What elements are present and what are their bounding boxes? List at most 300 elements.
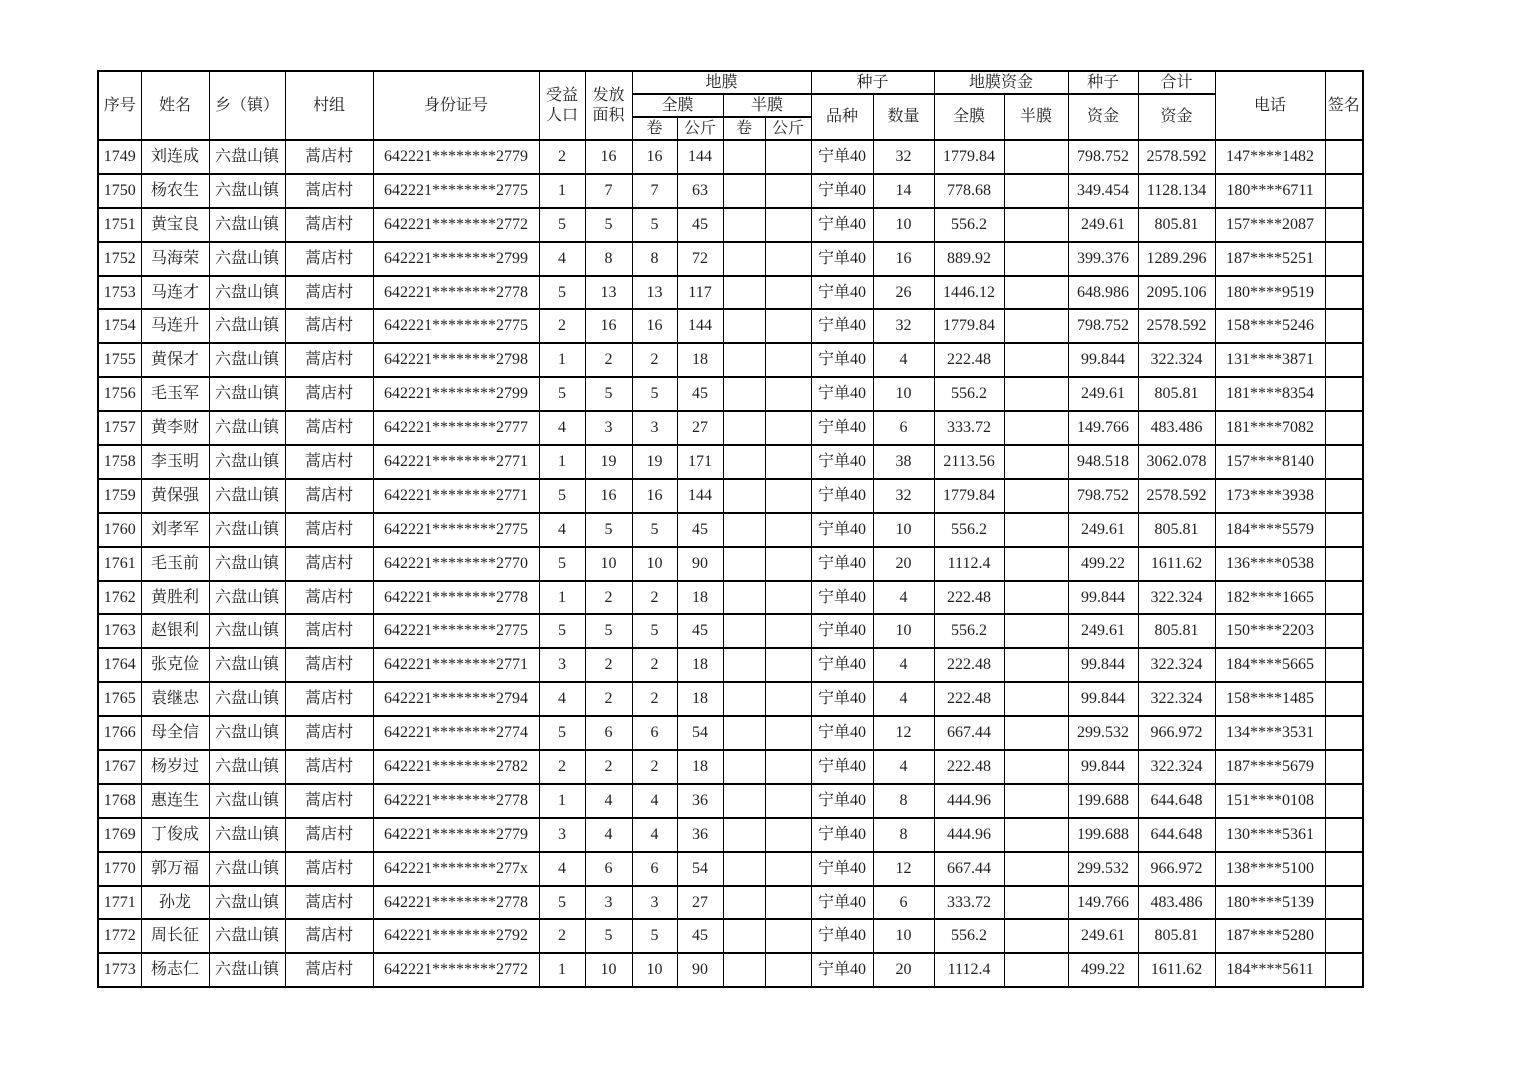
cell-seed-variety: 宁单40 bbox=[811, 682, 873, 716]
cell-half-film-fund bbox=[1004, 242, 1068, 276]
cell-full-film-fund: 556.2 bbox=[934, 614, 1004, 648]
cell-id-number: 642221********2792 bbox=[373, 919, 539, 953]
cell-full-film-kg: 45 bbox=[677, 919, 723, 953]
cell-beneficiaries: 1 bbox=[539, 581, 585, 615]
cell-seed-variety: 宁单40 bbox=[811, 479, 873, 513]
cell-township: 六盘山镇 bbox=[209, 852, 285, 886]
cell-beneficiaries: 1 bbox=[539, 953, 585, 987]
cell-serial: 1759 bbox=[98, 479, 141, 513]
cell-seed-fund: 249.61 bbox=[1068, 377, 1138, 411]
cell-full-film-kg: 171 bbox=[677, 445, 723, 479]
subsidy-distribution-table bbox=[97, 70, 1364, 988]
cell-name: 马连才 bbox=[141, 276, 209, 310]
cell-issued-area: 16 bbox=[585, 479, 632, 513]
cell-full-film-kg: 45 bbox=[677, 377, 723, 411]
cell-signature bbox=[1325, 784, 1363, 818]
cell-issued-area: 6 bbox=[585, 716, 632, 750]
cell-full-film-roll: 2 bbox=[632, 343, 677, 377]
cell-full-film-roll: 2 bbox=[632, 682, 677, 716]
table-row bbox=[98, 750, 1363, 784]
cell-half-film-roll bbox=[723, 242, 765, 276]
cell-total-fund: 322.324 bbox=[1138, 343, 1215, 377]
cell-half-film-kg bbox=[765, 852, 811, 886]
header-film-fund-full: 全膜 bbox=[934, 94, 1004, 140]
cell-half-film-roll bbox=[723, 377, 765, 411]
cell-serial: 1769 bbox=[98, 818, 141, 852]
cell-beneficiaries: 5 bbox=[539, 276, 585, 310]
cell-serial: 1762 bbox=[98, 581, 141, 615]
cell-half-film-kg bbox=[765, 581, 811, 615]
cell-half-film-roll bbox=[723, 411, 765, 445]
cell-seed-fund: 798.752 bbox=[1068, 309, 1138, 343]
cell-half-film-kg bbox=[765, 784, 811, 818]
cell-half-film-roll bbox=[723, 547, 765, 581]
table-row bbox=[98, 581, 1363, 615]
header-seed-fund-bottom: 资金 bbox=[1068, 94, 1138, 140]
cell-seed-quantity: 20 bbox=[873, 953, 934, 987]
cell-signature bbox=[1325, 818, 1363, 852]
table-header bbox=[98, 71, 1363, 140]
cell-full-film-kg: 144 bbox=[677, 479, 723, 513]
cell-full-film-roll: 2 bbox=[632, 648, 677, 682]
cell-township: 六盘山镇 bbox=[209, 140, 285, 174]
cell-signature bbox=[1325, 953, 1363, 987]
cell-township: 六盘山镇 bbox=[209, 784, 285, 818]
cell-village: 蒿店村 bbox=[285, 309, 373, 343]
cell-half-film-kg bbox=[765, 343, 811, 377]
cell-issued-area: 6 bbox=[585, 852, 632, 886]
cell-half-film-fund bbox=[1004, 276, 1068, 310]
cell-village: 蒿店村 bbox=[285, 919, 373, 953]
cell-serial: 1766 bbox=[98, 716, 141, 750]
cell-full-film-fund: 667.44 bbox=[934, 852, 1004, 886]
cell-signature bbox=[1325, 343, 1363, 377]
cell-id-number: 642221********2778 bbox=[373, 276, 539, 310]
header-film-fund-half: 半膜 bbox=[1004, 94, 1068, 140]
cell-seed-quantity: 12 bbox=[873, 852, 934, 886]
cell-issued-area: 16 bbox=[585, 309, 632, 343]
cell-seed-variety: 宁单40 bbox=[811, 208, 873, 242]
cell-half-film-fund bbox=[1004, 716, 1068, 750]
cell-beneficiaries: 5 bbox=[539, 208, 585, 242]
cell-seed-quantity: 12 bbox=[873, 716, 934, 750]
cell-half-film-roll bbox=[723, 479, 765, 513]
table-row bbox=[98, 445, 1363, 479]
table-row bbox=[98, 343, 1363, 377]
cell-village: 蒿店村 bbox=[285, 682, 373, 716]
cell-full-film-fund: 778.68 bbox=[934, 174, 1004, 208]
cell-full-film-kg: 90 bbox=[677, 547, 723, 581]
cell-seed-variety: 宁单40 bbox=[811, 174, 873, 208]
cell-seed-fund: 499.22 bbox=[1068, 547, 1138, 581]
cell-signature bbox=[1325, 886, 1363, 920]
cell-township: 六盘山镇 bbox=[209, 919, 285, 953]
cell-township: 六盘山镇 bbox=[209, 886, 285, 920]
header-township: 乡（镇） bbox=[209, 71, 285, 140]
cell-half-film-roll bbox=[723, 919, 765, 953]
cell-serial: 1765 bbox=[98, 682, 141, 716]
table-body bbox=[98, 140, 1363, 987]
cell-seed-quantity: 6 bbox=[873, 411, 934, 445]
cell-full-film-kg: 117 bbox=[677, 276, 723, 310]
cell-beneficiaries: 2 bbox=[539, 140, 585, 174]
cell-half-film-fund bbox=[1004, 479, 1068, 513]
cell-full-film-kg: 18 bbox=[677, 343, 723, 377]
table-row bbox=[98, 309, 1363, 343]
cell-half-film-kg bbox=[765, 309, 811, 343]
cell-village: 蒿店村 bbox=[285, 276, 373, 310]
cell-seed-fund: 99.844 bbox=[1068, 682, 1138, 716]
cell-id-number: 642221********2775 bbox=[373, 309, 539, 343]
cell-township: 六盘山镇 bbox=[209, 411, 285, 445]
cell-id-number: 642221********2777 bbox=[373, 411, 539, 445]
cell-name: 毛玉前 bbox=[141, 547, 209, 581]
cell-full-film-fund: 1112.4 bbox=[934, 547, 1004, 581]
cell-township: 六盘山镇 bbox=[209, 276, 285, 310]
header-total-fund-bottom: 资金 bbox=[1138, 94, 1215, 140]
cell-half-film-fund bbox=[1004, 309, 1068, 343]
cell-full-film-roll: 5 bbox=[632, 513, 677, 547]
header-seed-fund-top: 种子 bbox=[1068, 71, 1138, 94]
cell-half-film-roll bbox=[723, 886, 765, 920]
cell-full-film-kg: 144 bbox=[677, 140, 723, 174]
cell-issued-area: 5 bbox=[585, 208, 632, 242]
cell-full-film-roll: 16 bbox=[632, 479, 677, 513]
cell-seed-fund: 149.766 bbox=[1068, 411, 1138, 445]
cell-seed-fund: 249.61 bbox=[1068, 513, 1138, 547]
cell-full-film-kg: 54 bbox=[677, 716, 723, 750]
cell-full-film-roll: 19 bbox=[632, 445, 677, 479]
cell-seed-variety: 宁单40 bbox=[811, 547, 873, 581]
cell-seed-quantity: 4 bbox=[873, 581, 934, 615]
cell-village: 蒿店村 bbox=[285, 411, 373, 445]
cell-id-number: 642221********2770 bbox=[373, 547, 539, 581]
cell-total-fund: 805.81 bbox=[1138, 614, 1215, 648]
cell-issued-area: 2 bbox=[585, 343, 632, 377]
cell-village: 蒿店村 bbox=[285, 614, 373, 648]
cell-half-film-roll bbox=[723, 208, 765, 242]
cell-total-fund: 1611.62 bbox=[1138, 547, 1215, 581]
cell-half-film-roll bbox=[723, 174, 765, 208]
cell-village: 蒿店村 bbox=[285, 513, 373, 547]
cell-issued-area: 8 bbox=[585, 242, 632, 276]
header-film-group: 地膜 bbox=[632, 71, 811, 94]
cell-name: 李玉明 bbox=[141, 445, 209, 479]
cell-full-film-fund: 1779.84 bbox=[934, 479, 1004, 513]
cell-seed-fund: 99.844 bbox=[1068, 581, 1138, 615]
cell-full-film-roll: 4 bbox=[632, 784, 677, 818]
cell-half-film-roll bbox=[723, 750, 765, 784]
cell-total-fund: 966.972 bbox=[1138, 852, 1215, 886]
cell-half-film-fund bbox=[1004, 852, 1068, 886]
cell-beneficiaries: 4 bbox=[539, 682, 585, 716]
cell-total-fund: 805.81 bbox=[1138, 919, 1215, 953]
cell-township: 六盘山镇 bbox=[209, 445, 285, 479]
cell-seed-variety: 宁单40 bbox=[811, 242, 873, 276]
cell-total-fund: 2578.592 bbox=[1138, 479, 1215, 513]
cell-seed-quantity: 4 bbox=[873, 682, 934, 716]
cell-village: 蒿店村 bbox=[285, 208, 373, 242]
header-seed-group: 种子 bbox=[811, 71, 934, 94]
cell-total-fund: 1611.62 bbox=[1138, 953, 1215, 987]
cell-id-number: 642221********2782 bbox=[373, 750, 539, 784]
cell-full-film-roll: 2 bbox=[632, 750, 677, 784]
cell-name: 张克俭 bbox=[141, 648, 209, 682]
cell-issued-area: 4 bbox=[585, 784, 632, 818]
cell-serial: 1750 bbox=[98, 174, 141, 208]
cell-seed-fund: 349.454 bbox=[1068, 174, 1138, 208]
cell-signature bbox=[1325, 445, 1363, 479]
cell-half-film-roll bbox=[723, 309, 765, 343]
cell-full-film-fund: 222.48 bbox=[934, 581, 1004, 615]
cell-signature bbox=[1325, 919, 1363, 953]
cell-half-film-fund bbox=[1004, 919, 1068, 953]
cell-full-film-kg: 18 bbox=[677, 648, 723, 682]
cell-township: 六盘山镇 bbox=[209, 479, 285, 513]
cell-full-film-roll: 10 bbox=[632, 953, 677, 987]
cell-total-fund: 322.324 bbox=[1138, 750, 1215, 784]
cell-seed-variety: 宁单40 bbox=[811, 648, 873, 682]
cell-half-film-fund bbox=[1004, 547, 1068, 581]
cell-name: 杨志仁 bbox=[141, 953, 209, 987]
cell-seed-fund: 798.752 bbox=[1068, 479, 1138, 513]
cell-serial: 1749 bbox=[98, 140, 141, 174]
cell-id-number: 642221********2775 bbox=[373, 174, 539, 208]
cell-township: 六盘山镇 bbox=[209, 242, 285, 276]
cell-half-film-roll bbox=[723, 614, 765, 648]
cell-serial: 1754 bbox=[98, 309, 141, 343]
cell-name: 黄保才 bbox=[141, 343, 209, 377]
cell-seed-quantity: 8 bbox=[873, 784, 934, 818]
cell-full-film-roll: 8 bbox=[632, 242, 677, 276]
cell-total-fund: 1128.134 bbox=[1138, 174, 1215, 208]
cell-serial: 1772 bbox=[98, 919, 141, 953]
cell-seed-fund: 249.61 bbox=[1068, 614, 1138, 648]
cell-half-film-fund bbox=[1004, 750, 1068, 784]
header-id-number: 身份证号 bbox=[373, 71, 539, 140]
cell-phone: 157****8140 bbox=[1215, 445, 1325, 479]
cell-beneficiaries: 4 bbox=[539, 242, 585, 276]
cell-seed-quantity: 32 bbox=[873, 309, 934, 343]
cell-serial: 1756 bbox=[98, 377, 141, 411]
cell-total-fund: 322.324 bbox=[1138, 581, 1215, 615]
cell-serial: 1758 bbox=[98, 445, 141, 479]
cell-seed-variety: 宁单40 bbox=[811, 445, 873, 479]
header-half-kg: 公斤 bbox=[765, 117, 811, 140]
cell-full-film-roll: 6 bbox=[632, 852, 677, 886]
cell-township: 六盘山镇 bbox=[209, 343, 285, 377]
table-row bbox=[98, 716, 1363, 750]
cell-full-film-roll: 16 bbox=[632, 140, 677, 174]
cell-phone: 180****6711 bbox=[1215, 174, 1325, 208]
cell-village: 蒿店村 bbox=[285, 140, 373, 174]
cell-half-film-kg bbox=[765, 479, 811, 513]
cell-half-film-kg bbox=[765, 919, 811, 953]
header-full-kg: 公斤 bbox=[677, 117, 723, 140]
cell-village: 蒿店村 bbox=[285, 852, 373, 886]
cell-beneficiaries: 2 bbox=[539, 309, 585, 343]
cell-issued-area: 5 bbox=[585, 919, 632, 953]
cell-full-film-fund: 333.72 bbox=[934, 886, 1004, 920]
cell-township: 六盘山镇 bbox=[209, 648, 285, 682]
cell-name: 刘连成 bbox=[141, 140, 209, 174]
cell-seed-quantity: 10 bbox=[873, 208, 934, 242]
cell-half-film-roll bbox=[723, 276, 765, 310]
cell-full-film-roll: 7 bbox=[632, 174, 677, 208]
cell-seed-fund: 399.376 bbox=[1068, 242, 1138, 276]
table-row bbox=[98, 818, 1363, 852]
header-full-roll: 卷 bbox=[632, 117, 677, 140]
cell-serial: 1760 bbox=[98, 513, 141, 547]
table-row bbox=[98, 953, 1363, 987]
cell-seed-fund: 299.532 bbox=[1068, 716, 1138, 750]
cell-village: 蒿店村 bbox=[285, 818, 373, 852]
cell-full-film-kg: 63 bbox=[677, 174, 723, 208]
cell-half-film-roll bbox=[723, 716, 765, 750]
cell-total-fund: 805.81 bbox=[1138, 377, 1215, 411]
cell-half-film-fund bbox=[1004, 614, 1068, 648]
cell-total-fund: 2095.106 bbox=[1138, 276, 1215, 310]
cell-phone: 184****5665 bbox=[1215, 648, 1325, 682]
cell-seed-variety: 宁单40 bbox=[811, 140, 873, 174]
cell-seed-fund: 249.61 bbox=[1068, 208, 1138, 242]
cell-township: 六盘山镇 bbox=[209, 309, 285, 343]
cell-name: 赵银利 bbox=[141, 614, 209, 648]
cell-township: 六盘山镇 bbox=[209, 174, 285, 208]
cell-id-number: 642221********2798 bbox=[373, 343, 539, 377]
cell-name: 杨农生 bbox=[141, 174, 209, 208]
cell-name: 母全信 bbox=[141, 716, 209, 750]
cell-seed-variety: 宁单40 bbox=[811, 614, 873, 648]
table-row bbox=[98, 174, 1363, 208]
cell-beneficiaries: 4 bbox=[539, 411, 585, 445]
cell-village: 蒿店村 bbox=[285, 547, 373, 581]
cell-full-film-fund: 556.2 bbox=[934, 513, 1004, 547]
cell-seed-quantity: 10 bbox=[873, 377, 934, 411]
cell-full-film-fund: 222.48 bbox=[934, 343, 1004, 377]
cell-total-fund: 3062.078 bbox=[1138, 445, 1215, 479]
cell-total-fund: 2578.592 bbox=[1138, 140, 1215, 174]
cell-half-film-kg bbox=[765, 614, 811, 648]
cell-full-film-fund: 333.72 bbox=[934, 411, 1004, 445]
cell-phone: 158****1485 bbox=[1215, 682, 1325, 716]
header-phone: 电话 bbox=[1215, 71, 1325, 140]
cell-beneficiaries: 5 bbox=[539, 547, 585, 581]
cell-half-film-roll bbox=[723, 513, 765, 547]
header-village: 村组 bbox=[285, 71, 373, 140]
cell-signature bbox=[1325, 682, 1363, 716]
cell-half-film-kg bbox=[765, 513, 811, 547]
cell-half-film-roll bbox=[723, 140, 765, 174]
cell-id-number: 642221********2774 bbox=[373, 716, 539, 750]
cell-issued-area: 13 bbox=[585, 276, 632, 310]
cell-township: 六盘山镇 bbox=[209, 377, 285, 411]
cell-full-film-kg: 144 bbox=[677, 309, 723, 343]
cell-village: 蒿店村 bbox=[285, 750, 373, 784]
cell-half-film-roll bbox=[723, 818, 765, 852]
cell-seed-quantity: 26 bbox=[873, 276, 934, 310]
cell-half-film-kg bbox=[765, 716, 811, 750]
cell-serial: 1773 bbox=[98, 953, 141, 987]
cell-half-film-fund bbox=[1004, 445, 1068, 479]
cell-phone: 157****2087 bbox=[1215, 208, 1325, 242]
cell-half-film-fund bbox=[1004, 140, 1068, 174]
table-row bbox=[98, 276, 1363, 310]
cell-total-fund: 322.324 bbox=[1138, 682, 1215, 716]
header-name: 姓名 bbox=[141, 71, 209, 140]
cell-seed-variety: 宁单40 bbox=[811, 784, 873, 818]
cell-issued-area: 10 bbox=[585, 547, 632, 581]
cell-total-fund: 805.81 bbox=[1138, 513, 1215, 547]
cell-serial: 1768 bbox=[98, 784, 141, 818]
cell-phone: 180****9519 bbox=[1215, 276, 1325, 310]
cell-half-film-kg bbox=[765, 242, 811, 276]
cell-seed-variety: 宁单40 bbox=[811, 886, 873, 920]
cell-full-film-roll: 5 bbox=[632, 208, 677, 242]
cell-full-film-kg: 18 bbox=[677, 682, 723, 716]
cell-phone: 151****0108 bbox=[1215, 784, 1325, 818]
cell-village: 蒿店村 bbox=[285, 377, 373, 411]
cell-serial: 1755 bbox=[98, 343, 141, 377]
cell-name: 马海荣 bbox=[141, 242, 209, 276]
cell-village: 蒿店村 bbox=[285, 784, 373, 818]
cell-total-fund: 1289.296 bbox=[1138, 242, 1215, 276]
cell-name: 刘孝军 bbox=[141, 513, 209, 547]
table-row bbox=[98, 377, 1363, 411]
cell-township: 六盘山镇 bbox=[209, 513, 285, 547]
table-row bbox=[98, 852, 1363, 886]
cell-full-film-fund: 444.96 bbox=[934, 818, 1004, 852]
cell-full-film-kg: 72 bbox=[677, 242, 723, 276]
cell-half-film-roll bbox=[723, 953, 765, 987]
cell-beneficiaries: 5 bbox=[539, 614, 585, 648]
cell-half-film-fund bbox=[1004, 513, 1068, 547]
cell-full-film-kg: 36 bbox=[677, 784, 723, 818]
cell-name: 袁继忠 bbox=[141, 682, 209, 716]
cell-half-film-kg bbox=[765, 411, 811, 445]
cell-full-film-roll: 13 bbox=[632, 276, 677, 310]
cell-full-film-roll: 16 bbox=[632, 309, 677, 343]
cell-issued-area: 2 bbox=[585, 648, 632, 682]
cell-seed-fund: 99.844 bbox=[1068, 648, 1138, 682]
cell-name: 惠连生 bbox=[141, 784, 209, 818]
cell-issued-area: 4 bbox=[585, 818, 632, 852]
cell-serial: 1761 bbox=[98, 547, 141, 581]
cell-issued-area: 2 bbox=[585, 750, 632, 784]
table-row bbox=[98, 513, 1363, 547]
cell-seed-fund: 948.518 bbox=[1068, 445, 1138, 479]
cell-seed-variety: 宁单40 bbox=[811, 276, 873, 310]
cell-id-number: 642221********2779 bbox=[373, 140, 539, 174]
cell-issued-area: 7 bbox=[585, 174, 632, 208]
cell-full-film-kg: 90 bbox=[677, 953, 723, 987]
cell-village: 蒿店村 bbox=[285, 242, 373, 276]
cell-seed-fund: 499.22 bbox=[1068, 953, 1138, 987]
cell-seed-fund: 798.752 bbox=[1068, 140, 1138, 174]
cell-signature bbox=[1325, 547, 1363, 581]
cell-full-film-fund: 556.2 bbox=[934, 208, 1004, 242]
table-row bbox=[98, 919, 1363, 953]
cell-seed-variety: 宁单40 bbox=[811, 309, 873, 343]
cell-full-film-fund: 556.2 bbox=[934, 377, 1004, 411]
cell-issued-area: 19 bbox=[585, 445, 632, 479]
cell-seed-quantity: 20 bbox=[873, 547, 934, 581]
cell-township: 六盘山镇 bbox=[209, 208, 285, 242]
cell-full-film-kg: 45 bbox=[677, 208, 723, 242]
table-row bbox=[98, 140, 1363, 174]
cell-name: 孙龙 bbox=[141, 886, 209, 920]
cell-name: 毛玉军 bbox=[141, 377, 209, 411]
